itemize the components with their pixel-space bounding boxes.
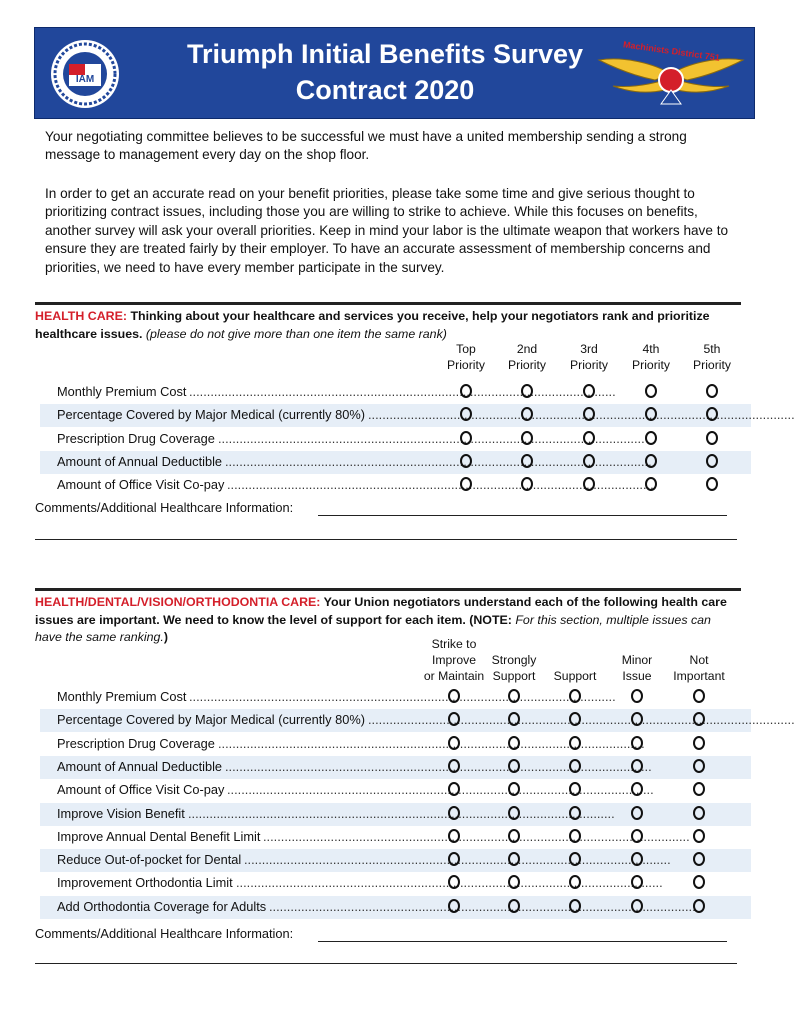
title-line-1: Triumph Initial Benefits Survey — [186, 39, 584, 69]
section2-label: HEALTH/DENTAL/VISION/ORTHODONTIA CARE: — [35, 595, 321, 609]
rating-radio-option[interactable] — [693, 689, 705, 703]
rating-radio-option[interactable] — [569, 852, 581, 866]
rating-radio-option[interactable] — [460, 454, 472, 468]
section1-comments-line-2[interactable] — [35, 539, 737, 540]
column-header-line: Support — [492, 669, 536, 683]
rating-radio-option[interactable] — [448, 736, 460, 750]
column-header-line: or Maintain — [423, 669, 485, 683]
row-label: Add Orthodontia Coverage for Adults — [57, 898, 267, 914]
rating-radio-option[interactable] — [448, 759, 460, 773]
rating-radio-option[interactable] — [583, 384, 595, 398]
table-row — [40, 474, 751, 497]
column-header-line: Top — [456, 342, 476, 356]
rating-radio-option[interactable] — [508, 899, 520, 913]
rating-radio-option[interactable] — [631, 806, 643, 820]
row-label: Monthly Premium Cost — [57, 689, 187, 704]
row-label: Amount of Office Visit Co-pay — [57, 782, 225, 798]
column-header-line: 2nd — [516, 342, 538, 356]
section1-heading — [35, 308, 741, 343]
row-label: Reduce Out-of-pocket for Dental — [57, 852, 242, 868]
rating-radio-option[interactable] — [631, 689, 643, 703]
rating-radio-option[interactable] — [645, 431, 657, 445]
dot-leader: ........................................................................................................................ — [227, 477, 654, 493]
column-header-line: Priority — [693, 358, 731, 372]
rating-radio-option[interactable] — [569, 736, 581, 750]
table-row — [40, 709, 795, 732]
section2-text: Your Union negotiators understand each of the following health care issues are important. We need to know the level of support for each item. ( — [35, 595, 727, 627]
rating-radio-option[interactable] — [693, 759, 705, 773]
rating-radio-option[interactable] — [508, 806, 520, 820]
rating-radio-option[interactable] — [521, 431, 533, 445]
section1-column-header — [672, 341, 752, 373]
dot-leader: ........................................................................................................................ — [189, 384, 616, 399]
rating-radio-option[interactable] — [448, 829, 460, 843]
rating-radio-option[interactable] — [508, 852, 520, 866]
seal-letters: IAM — [75, 74, 95, 85]
rating-radio-option[interactable] — [521, 454, 533, 468]
dot-leader: ........................................................................................................................ — [244, 852, 671, 868]
section-divider — [35, 588, 741, 591]
section2-comments-line[interactable] — [318, 941, 727, 942]
table-row — [40, 849, 751, 872]
table-row — [40, 756, 751, 779]
table-row — [40, 686, 751, 709]
rating-radio-option[interactable] — [569, 689, 581, 703]
row-label: Prescription Drug Coverage — [57, 735, 215, 751]
rating-radio-option[interactable] — [448, 689, 460, 703]
rating-radio-option[interactable] — [460, 431, 472, 445]
column-header-line — [659, 636, 739, 652]
rating-radio-option[interactable] — [645, 384, 657, 398]
dot-leader: ........................................................................................................................ — [269, 898, 696, 914]
iam-seal-logo — [49, 38, 121, 110]
dot-leader: ........................................................................................................................ — [218, 430, 645, 446]
column-header-line: Strike to — [431, 637, 477, 651]
rating-radio-option[interactable] — [569, 899, 581, 913]
section1-text: Thinking about your healthcare and services you receive, help your negotiators rank and prioritize healthcare issues. — [35, 309, 710, 341]
row-label: Amount of Annual Deductible — [57, 453, 223, 469]
row-label: Percentage Covered by Major Medical (currently 80%) — [57, 712, 365, 728]
section2-note-label: NOTE: — [473, 612, 512, 627]
rating-radio-option[interactable] — [693, 852, 705, 866]
rating-radio-option[interactable] — [508, 759, 520, 773]
column-header-line: Priority — [570, 358, 608, 372]
row-label: Prescription Drug Coverage — [57, 430, 215, 446]
column-header-line: Priority — [447, 358, 485, 372]
rating-radio-option[interactable] — [631, 852, 643, 866]
logo-text: Machinists District 751 — [622, 39, 721, 63]
rating-radio-option[interactable] — [448, 806, 460, 820]
rating-radio-option[interactable] — [631, 899, 643, 913]
table-row — [40, 872, 751, 895]
dot-leader: ........................................................................................................................ — [225, 758, 652, 774]
intro-paragraph-1: Your negotiating committee believes to be successful we must have a united membership sending a strong message to management every day on the shop floor. — [45, 129, 687, 163]
column-header-line: Priority — [632, 358, 670, 372]
rating-radio-option[interactable] — [583, 454, 595, 468]
rating-radio-option[interactable] — [693, 875, 705, 889]
row-label: Improvement Orthodontia Limit — [57, 875, 233, 891]
rating-radio-option[interactable] — [693, 782, 705, 796]
column-header-line: 4th — [642, 342, 660, 356]
page-title — [135, 36, 635, 108]
rating-radio-option[interactable] — [706, 384, 718, 398]
rating-radio-option[interactable] — [448, 852, 460, 866]
table-row — [40, 381, 751, 404]
column-header-line: Priority — [508, 358, 546, 372]
row-label: Improve Vision Benefit — [57, 805, 185, 821]
section2-note: For this section, multiple issues can have the same ranking. — [35, 612, 711, 644]
rating-radio-option[interactable] — [521, 384, 533, 398]
column-header-line: Important — [673, 669, 725, 683]
column-header-line: 3rd — [580, 342, 598, 356]
section-divider — [35, 302, 741, 305]
rating-radio-option[interactable] — [706, 454, 718, 468]
column-header-line: 5th — [703, 342, 721, 356]
rating-radio-option[interactable] — [448, 899, 460, 913]
section2-comments-label: Comments/Additional Healthcare Information: — [35, 926, 294, 941]
district-751-wings-logo — [595, 34, 747, 114]
table-row — [40, 896, 751, 919]
row-label: Monthly Premium Cost — [57, 384, 187, 399]
row-label: Improve Annual Dental Benefit Limit — [57, 828, 261, 844]
dot-leader: ........................................................................................................................ — [236, 875, 663, 891]
dot-leader: ........................................................................................................................ — [218, 735, 645, 751]
rating-radio-option[interactable] — [706, 431, 718, 445]
section1-comments-label: Comments/Additional Healthcare Information: — [35, 500, 294, 515]
column-header-line: Minor — [621, 653, 653, 667]
section2-column-header — [659, 636, 739, 684]
rating-radio-option[interactable] — [645, 454, 657, 468]
title-line-2: Contract 2020 — [295, 75, 475, 105]
section1-comments-line[interactable] — [318, 515, 727, 516]
table-row — [40, 803, 751, 826]
table-row — [40, 779, 751, 802]
rating-radio-option[interactable] — [569, 759, 581, 773]
rating-radio-option[interactable] — [583, 431, 595, 445]
row-label: Percentage Covered by Major Medical (currently 80%) — [57, 407, 365, 423]
rating-radio-option[interactable] — [569, 806, 581, 820]
dot-leader: ........................................................................................................................ — [188, 805, 615, 821]
column-header-line: Strongly — [491, 653, 537, 667]
column-header-line: Issue — [622, 669, 652, 683]
section2-heading-end: ) — [163, 630, 168, 644]
section1-label: HEALTH CARE: — [35, 309, 128, 323]
section1-note: (please do not give more than one item the same rank) — [145, 326, 447, 341]
rating-radio-option[interactable] — [631, 759, 643, 773]
table-row — [40, 451, 751, 474]
rating-radio-option[interactable] — [645, 477, 657, 491]
row-label: Amount of Annual Deductible — [57, 758, 223, 774]
rating-radio-option[interactable] — [508, 689, 520, 703]
column-header-line: Improve — [431, 653, 477, 667]
dot-leader: ........................................................................................................................ — [368, 712, 795, 728]
dot-leader: ........................................................................................................................ — [368, 407, 795, 423]
table-row — [40, 428, 751, 451]
dot-leader: ........................................................................................................................ — [263, 828, 690, 844]
rating-radio-option[interactable] — [693, 806, 705, 820]
rating-radio-option[interactable] — [693, 899, 705, 913]
table-row — [40, 404, 795, 427]
rating-radio-option[interactable] — [460, 384, 472, 398]
table-row — [40, 826, 751, 849]
header-banner — [34, 27, 755, 119]
rating-radio-option[interactable] — [631, 829, 643, 843]
intro-paragraph-2: In order to get an accurate read on your benefit priorities, please take some time and give serious thought to prioritizing contract issues, including those you are willing to strike to achieve. While this focuses on benefits, another survey will ask your overall priorities. Keep in mind your labor is the ultimate weapon that workers have to ensure they are treated fairly by their employer. To have an accurate assessment of membership concerns and priorities, we need to have every member participate in the survey. — [45, 186, 729, 275]
rating-radio-option[interactable] — [508, 829, 520, 843]
dot-leader: ........................................................................................................................ — [227, 782, 654, 798]
rating-radio-option[interactable] — [508, 736, 520, 750]
dot-leader: ........................................................................................................................ — [189, 689, 616, 704]
rating-radio-option[interactable] — [693, 736, 705, 750]
rating-radio-option[interactable] — [569, 829, 581, 843]
rating-radio-option[interactable] — [706, 477, 718, 491]
rating-radio-option[interactable] — [693, 829, 705, 843]
row-label: Amount of Office Visit Co-pay — [57, 477, 225, 493]
rating-radio-option[interactable] — [631, 736, 643, 750]
section2-comments-line-2[interactable] — [35, 963, 737, 964]
column-header-line: Not — [689, 653, 709, 667]
column-header-line: Support — [553, 669, 597, 683]
table-row — [40, 733, 751, 756]
dot-leader: ........................................................................................................................ — [225, 453, 652, 469]
